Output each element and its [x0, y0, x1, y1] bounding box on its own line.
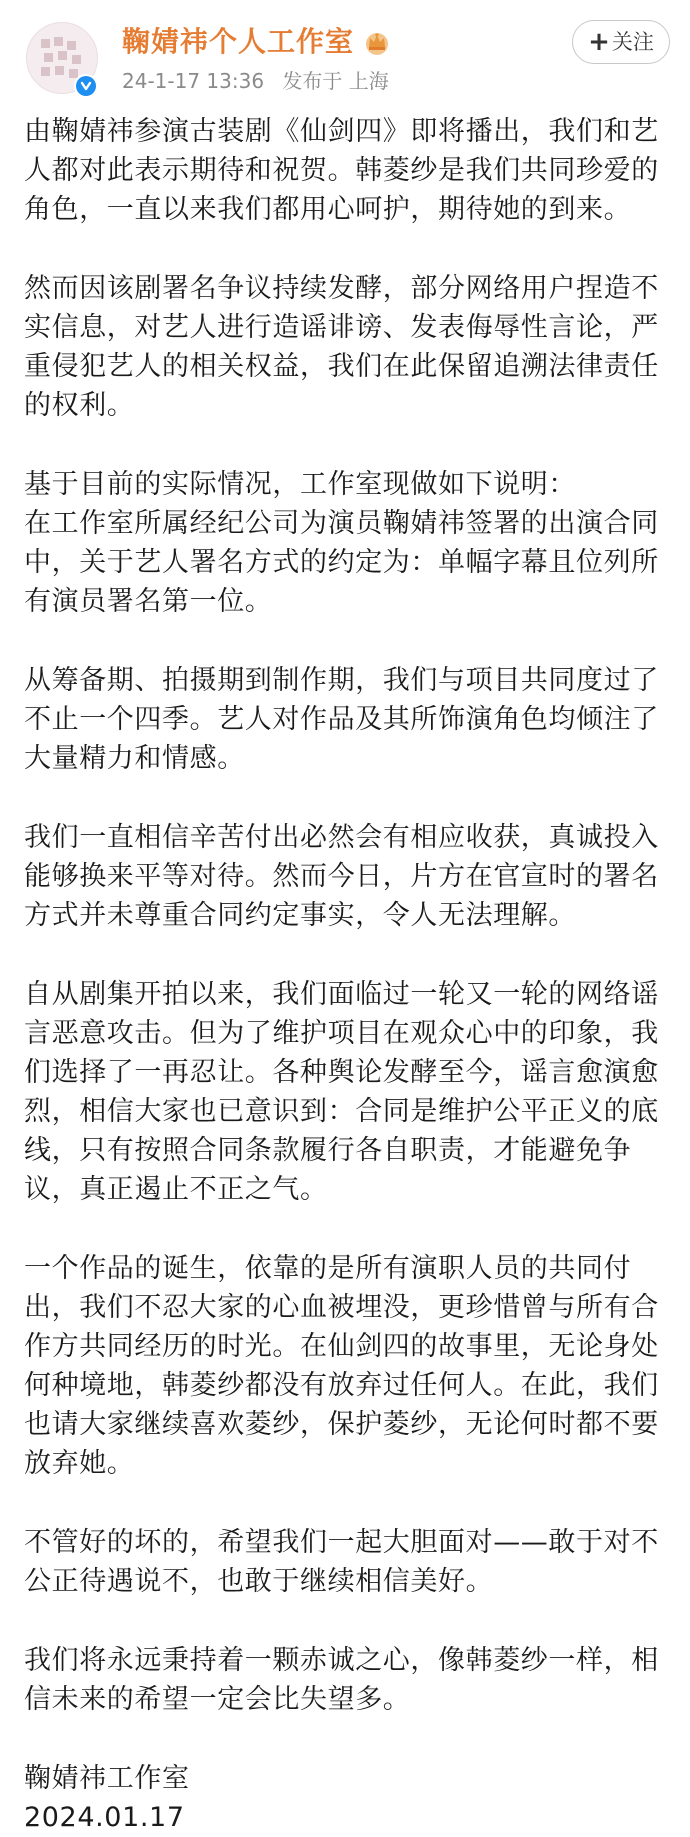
- plus-icon: +: [588, 27, 610, 57]
- post-paragraph: 基于目前的实际情况，工作室现做如下说明： 在工作室所属经纪公司为演员鞠婧祎签署的出演合同中，关于艺人署名方式的约定为：单幅字幕且位列所有演员署名第一位。: [24, 469, 659, 617]
- post-date: 2024.01.17: [24, 1802, 185, 1833]
- post-content: [24, 112, 670, 1837]
- post-paragraph: 自从剧集开拍以来，我们面临过一轮又一轮的网络谣言恶意攻击。但为了维护项目在观众心中的印象，我们选择了一再忍让。各种舆论发酵至今，谣言愈演愈烈，相信大家也已意识到：合同是维护公平正义的底线，只有按照合同条款履行各自职责，才能避免争议，真正遏止不正之气。: [24, 979, 659, 1205]
- verified-badge-icon: [74, 74, 98, 98]
- post-location: 发布于 上海: [282, 69, 389, 93]
- post-paragraph: 不管好的坏的，希望我们一起大胆面对——敢于对不公正待遇说不，也敢于继续相信美好。: [24, 1527, 659, 1597]
- crown-icon: [362, 27, 392, 57]
- post-paragraph: 我们将永远秉持着一颗赤诚之心，像韩菱纱一样，相信未来的希望一定会比失望多。: [24, 1645, 659, 1715]
- post-signature: 鞠婧祎工作室: [24, 1763, 190, 1794]
- post-timestamp: 24-1-17 13:36: [122, 69, 265, 93]
- post-paragraph: 一个作品的诞生，依靠的是所有演职人员的共同付出，我们不忍大家的心血被埋没，更珍惜曾与所有合作方共同经历的时光。在仙剑四的故事里，无论身处何种境地，韩菱纱都没有放弃过任何人。在此，我们也请大家继续喜欢菱纱，保护菱纱，无论何时都不要放弃她。: [24, 1253, 659, 1479]
- post-meta: [122, 68, 401, 94]
- follow-label: 关注: [611, 30, 654, 54]
- follow-button[interactable]: [572, 20, 670, 64]
- post-paragraph: 从筹备期、拍摄期到制作期，我们与项目共同度过了不止一个四季。艺人对作品及其所饰演角色均倾注了大量精力和情感。: [24, 665, 659, 774]
- user-name[interactable]: 鞠婧祎个人工作室: [122, 25, 355, 58]
- post-paragraph: 我们一直相信辛苦付出必然会有相应收获，真诚投入能够换来平等对待。然而今日，片方在官宣时的署名方式并未尊重合同约定事实，令人无法理解。: [24, 822, 659, 931]
- post-header: [0, 0, 690, 100]
- user-name-row: [122, 24, 392, 60]
- post-paragraph: 由鞠婧祎参演古装剧《仙剑四》即将播出，我们和艺人都对此表示期待和祝贺。韩菱纱是我们共同珍爱的角色，一直以来我们都用心呵护，期待她的到来。: [24, 116, 659, 225]
- post-paragraph: 然而因该剧署名争议持续发酵，部分网络用户捏造不实信息，对艺人进行造谣诽谤、发表侮辱性言论，严重侵犯艺人的相关权益，我们在此保留追溯法律责任的权利。: [24, 273, 659, 421]
